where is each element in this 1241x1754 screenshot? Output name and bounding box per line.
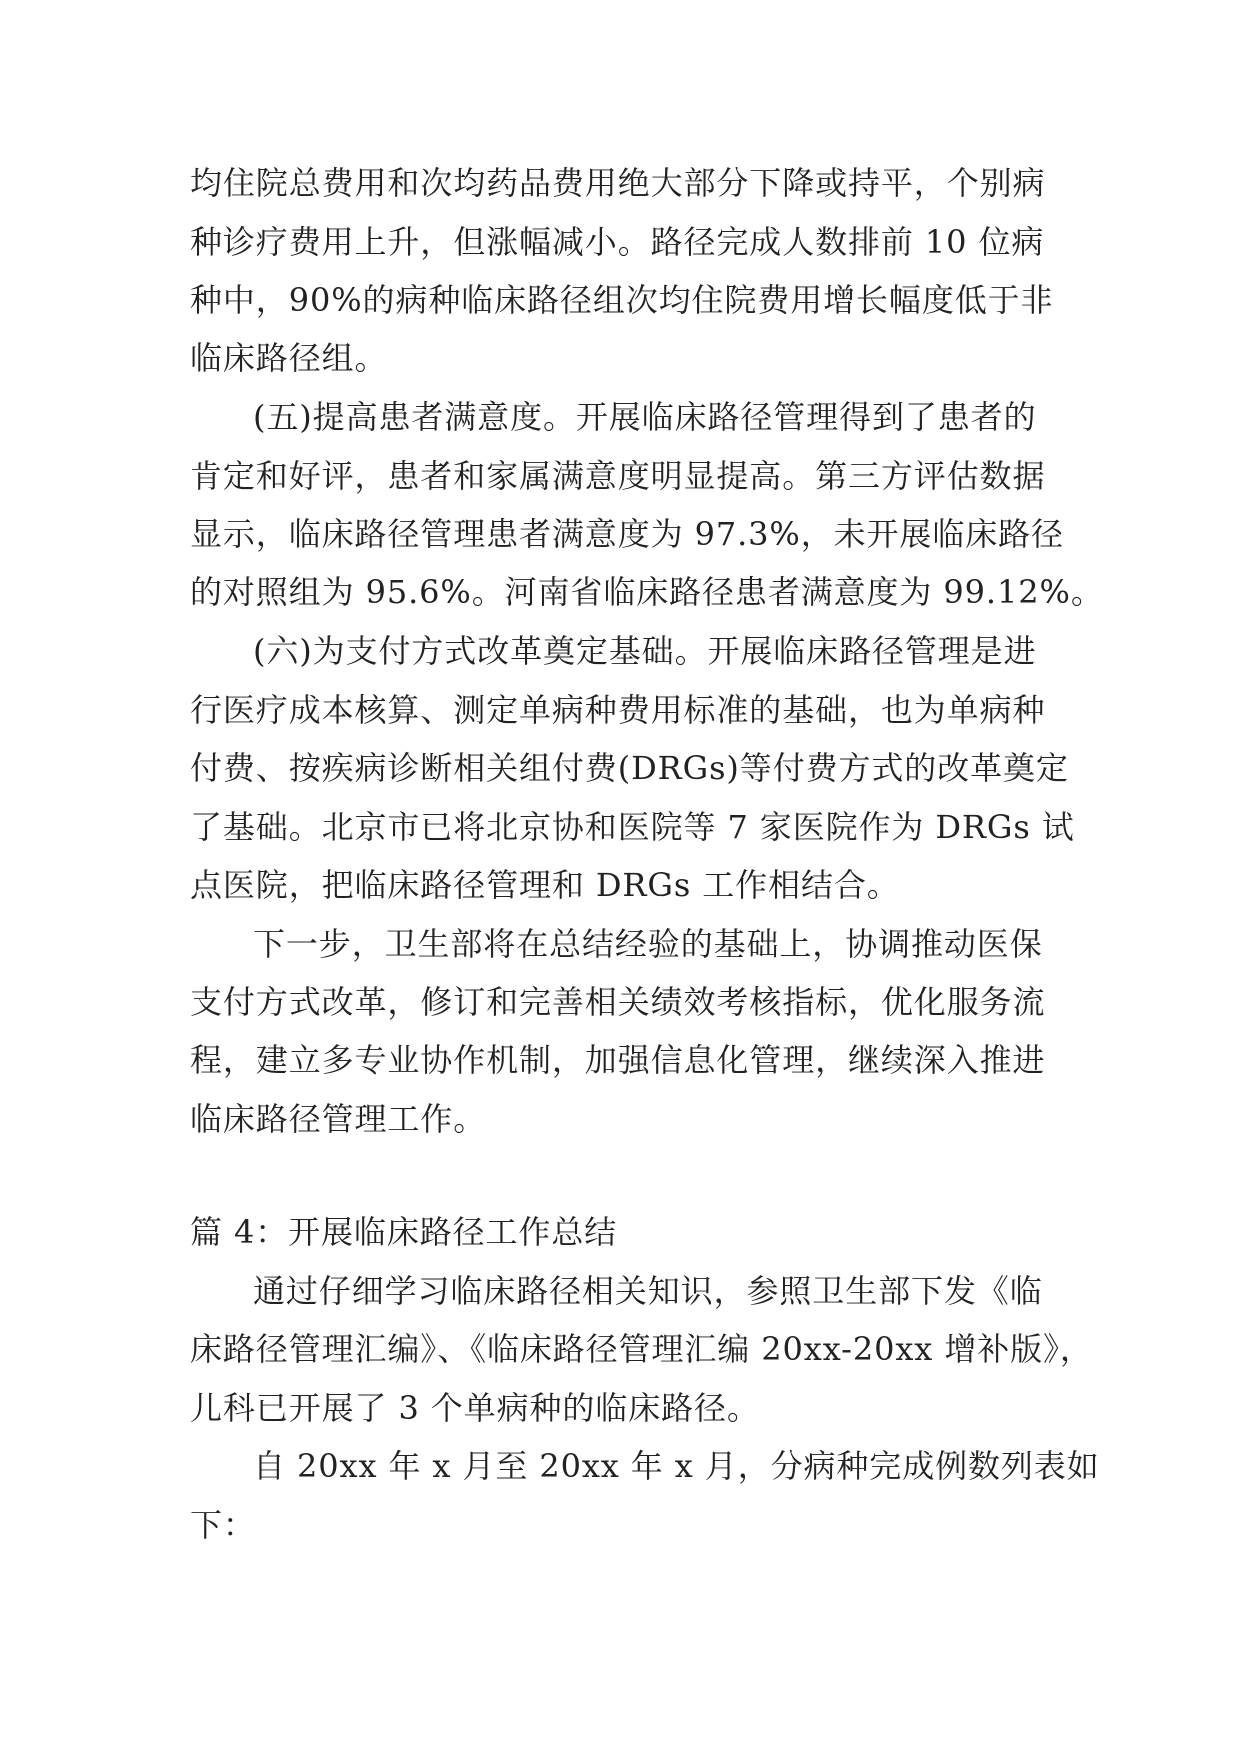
paragraph-line: 下： [190,1506,256,1544]
paragraph-line: (六)为支付方式改革奠定基础。开展临床路径管理是进 [253,632,1037,670]
section-title: 篇 4：开展临床路径工作总结 [190,1213,618,1251]
paragraph-line: 行医疗成本核算、测定单病种费用标准的基础，也为单病种 [190,691,1046,729]
paragraph-line: 程，建立多专业协作机制，加强信息化管理，继续深入推进 [190,1041,1046,1079]
paragraph-line: 了基础。北京市已将北京协和医院等 7 家医院作为 DRGs 试 [190,808,1075,846]
paragraph-line: 通过仔细学习临床路径相关知识，参照卫生部下发《临 [253,1272,1043,1310]
paragraph-line: 临床路径组。 [190,339,388,377]
paragraph-line: 儿科已开展了 3 个单病种的临床路径。 [190,1389,760,1427]
paragraph-line: 自 20xx 年 x 月至 20xx 年 x 月，分病种完成例数列表如 [253,1447,1100,1485]
paragraph-line: 付费、按疾病诊断相关组付费(DRGs)等付费方式的改革奠定 [190,749,1069,787]
paragraph-line: 种诊疗费用上升，但涨幅减小。路径完成人数排前 10 位病 [190,223,1045,261]
paragraph-line: 点医院，把临床路径管理和 DRGs 工作相结合。 [190,866,900,904]
paragraph-line: 床路径管理汇编》、《临床路径管理汇编 20xx-20xx 增补版》， [190,1330,1093,1368]
paragraph-line: 种中，90%的病种临床路径组次均住院费用增长幅度低于非 [190,281,1054,319]
paragraph-line: 支付方式改革，修订和完善相关绩效考核指标，优化服务流 [190,983,1046,1021]
paragraph-line: 肯定和好评，患者和家属满意度明显提高。第三方评估数据 [190,457,1046,495]
paragraph-line: 下一步，卫生部将在总结经验的基础上，协调推动医保 [253,925,1043,963]
paragraph-line: (五)提高患者满意度。开展临床路径管理得到了患者的 [253,398,1037,436]
paragraph-line: 均住院总费用和次均药品费用绝大部分下降或持平，个别病 [190,164,1046,202]
paragraph-line: 临床路径管理工作。 [190,1100,487,1138]
paragraph-line: 显示，临床路径管理患者满意度为 97.3%，未开展临床路径 [190,515,1064,553]
paragraph-line: 的对照组为 95.6%。河南省临床路径患者满意度为 99.12%。 [190,573,1104,611]
